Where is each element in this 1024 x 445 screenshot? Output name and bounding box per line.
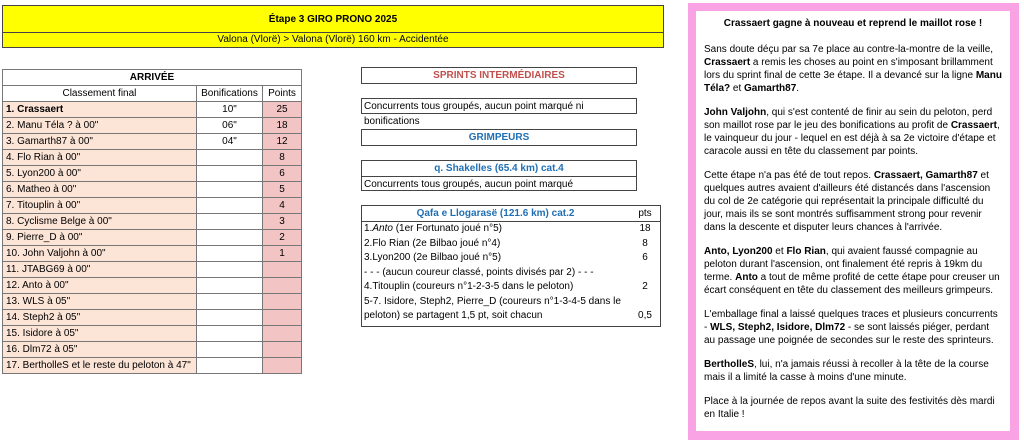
rider-bonus: [196, 342, 262, 358]
rider-points: 8: [263, 150, 302, 166]
climb2-row-pts: 2: [642, 281, 648, 292]
climb2-row-pts: 8: [642, 237, 648, 249]
rider-bonus: [196, 278, 262, 294]
classification-row: [3, 358, 302, 374]
rider-name: 12. Anto à 00": [3, 278, 197, 294]
classification-row: [3, 118, 302, 134]
rider-name: 8. Cyclisme Belge à 00": [3, 214, 197, 230]
rider-points: 5: [263, 182, 302, 198]
col-header-bonus: Bonifications: [196, 86, 262, 102]
climb2-row-text: 1.Anto (1er Fortunato joué n°5): [364, 223, 502, 234]
rider-bonus: [196, 214, 262, 230]
sprints-text: Concurrents tous groupés, aucun point marqué ni bonifications: [364, 101, 584, 127]
rider-points: [263, 358, 302, 374]
climb2-box: [361, 205, 661, 327]
climb2-row: [362, 309, 660, 324]
climb2-row-pts: [630, 266, 660, 281]
classification-row: [3, 262, 302, 278]
article-paragraph-2: John Valjohn, qui s'est contenté de finir au sein du peloton, perd son maillot rose par le jeu des bonifications au profit de Crassaert, le vainqueur du jour - lequel en est déjà à sa 2e victoire d'étape et caracole aussi en tête du classement par points.: [704, 107, 1000, 157]
article-paragraph-3: Cette étape n'a pas été de tout repos. Crassaert, Gamarth87 et quelques autres avaient d'ailleurs été distancés dans l'ascension du col de 2e catégorie qui représentait la principale difficulté du jour, mais ils se sont montrés suffisamment strong pour revenir dans la descente et disputer leurs chances à l'arrivée.: [704, 170, 991, 233]
climb2-row-text: peloton) se partagent 1,5 pt, soit chacun: [364, 310, 543, 321]
climb1-text: Concurrents tous groupés, aucun point marqué: [364, 179, 574, 190]
arrival-classification-table: [2, 69, 302, 374]
rider-name: 17. BertholleS et le reste du peloton à 47": [3, 358, 197, 374]
rider-points: 3: [263, 214, 302, 230]
article-paragraph-4: Anto, Lyon200 et Flo Rian, qui avaient faussé compagnie au peloton durant l'ascension, ont finalement été repris à 19km du terme. Anto a tout de même profité de cette étape pour creuser un écart conséquent en tête du classement des meilleurs grimpeurs.: [704, 246, 1000, 296]
col-header-points: Points: [263, 86, 302, 102]
rider-points: [263, 310, 302, 326]
rider-bonus: [196, 358, 262, 374]
article-paragraph-6: BertholleS, lui, n'a jamais réussi à recoller à la tête de la course mais il a limité la casse à moins d'une minute.: [704, 359, 989, 383]
rider-bonus: 10": [196, 102, 262, 118]
rider-name: 5. Lyon200 à 00": [3, 166, 197, 182]
rider-points: 1: [263, 246, 302, 262]
climb2-row-text: 3.Lyon200 (2e Bilbao joué n°5): [364, 252, 502, 263]
sprints-title-box: [361, 67, 637, 84]
climb2-row-pts: 6: [642, 252, 648, 263]
rider-name: 6. Matheo à 00": [3, 182, 197, 198]
climb2-row-pts: [630, 295, 660, 310]
rider-bonus: [196, 166, 262, 182]
rider-name: 13. WLS à 05": [3, 294, 197, 310]
climb2-row: [362, 237, 660, 252]
rider-bonus: [196, 150, 262, 166]
rider-name: 16. Dlm72 à 05": [3, 342, 197, 358]
climb2-row-pts: 18: [639, 223, 651, 234]
rider-bonus: [196, 230, 262, 246]
classification-row: [3, 102, 302, 118]
rider-points: [263, 326, 302, 342]
climb2-row-text: 4.Titouplin (coureurs n°1-2-3-5 dans le peloton): [364, 281, 574, 292]
rider-points: 18: [263, 118, 302, 134]
col-header-name: Classement final: [3, 86, 197, 102]
classification-row: [3, 326, 302, 342]
rider-points: [263, 294, 302, 310]
climb2-results: [362, 222, 660, 324]
rider-bonus: [196, 326, 262, 342]
article: [696, 11, 1010, 431]
rider-points: 6: [263, 166, 302, 182]
sprints-result-box: [361, 98, 637, 127]
article-paragraph-5: L'emballage final a laissé quelques traces et plusieurs concurrents - WLS, Steph2, Isidore, Dlm72 - se sont laissés piéger, perdant au passage une poignée de secondes sur le reste des sprinteurs.: [704, 309, 998, 346]
classification-row: [3, 134, 302, 150]
rider-points: [263, 278, 302, 294]
classification-row: [3, 166, 302, 182]
climb2-row: [362, 280, 660, 295]
article-paragraph-7: Place à la journée de repos avant la suite des festivités dès mardi en Italie !: [704, 396, 995, 420]
rider-bonus: [196, 310, 262, 326]
rider-name: 10. John Valjohn à 00": [3, 246, 197, 262]
classification-row: [3, 278, 302, 294]
article-headline: Crassaert gagne à nouveau et reprend le maillot rose !: [723, 18, 983, 29]
rider-name: 9. Pierre_D à 00": [3, 230, 197, 246]
classification-row: [3, 230, 302, 246]
rider-bonus: [196, 198, 262, 214]
climb2-row: [362, 266, 660, 281]
classification-row: [3, 198, 302, 214]
stage-title: Étape 3 GIRO PRONO 2025: [2, 5, 664, 33]
classification-row: [3, 150, 302, 166]
rider-points: 12: [263, 134, 302, 150]
climbers-title: GRIMPEURS: [468, 132, 530, 143]
arrival-section-title: ARRIVÉE: [3, 70, 302, 86]
climb2-row: [362, 251, 660, 266]
rider-name: 3. Gamarth87 à 00": [3, 134, 197, 150]
rider-name: 15. Isidore à 05": [3, 326, 197, 342]
rider-bonus: 04": [196, 134, 262, 150]
rider-points: [263, 342, 302, 358]
classification-row: [3, 310, 302, 326]
stage-route: Valona (Vlorë) > Valona (Vlorë) 160 km - Accidentée: [2, 33, 664, 48]
rider-points: [263, 262, 302, 278]
climb2-row-text: - - - (aucun coureur classé, points divisés par 2) - - -: [364, 266, 594, 278]
rider-points: 25: [263, 102, 302, 118]
climb2-row-text: 5-7. Isidore, Steph2, Pierre_D (coureurs n°1-3-4-5 dans le: [364, 295, 621, 307]
climb1-box: [361, 160, 637, 191]
climb2-row: [362, 295, 660, 310]
rider-name: 1. Crassaert: [3, 102, 197, 118]
rider-points: 2: [263, 230, 302, 246]
climb2-row-text: 2.Flo Rian (2e Bilbao joué n°4): [364, 237, 501, 249]
rider-bonus: [196, 294, 262, 310]
rider-name: 4. Flo Rian à 00": [3, 150, 197, 166]
climb2-name: Qafa e Llogarasë (121.6 km) cat.2: [416, 208, 575, 219]
climbers-title-box: [361, 129, 637, 146]
classification-row: [3, 342, 302, 358]
climb2-pts-label: pts: [629, 206, 660, 221]
rider-bonus: [196, 182, 262, 198]
rider-name: 7. Titouplin à 00": [3, 198, 197, 214]
sprints-title: SPRINTS INTERMÉDIAIRES: [433, 70, 565, 81]
rider-name: 2. Manu Téla ? à 00": [3, 118, 197, 134]
article-paragraph-1: Sans doute déçu par sa 7e place au contre-la-montre de la veille, Crassaert a remis les choses au point en s'imposant brillamment lors du sprint final de cette 3e étape. Il a devancé sur la ligne Manu Téla? et Gamarth87.: [704, 44, 1002, 94]
rider-bonus: [196, 262, 262, 278]
classification-row: [3, 214, 302, 230]
climb2-row-pts: 0,5: [638, 310, 652, 321]
classification-row: [3, 182, 302, 198]
rider-bonus: [196, 246, 262, 262]
rider-name: 14. Steph2 à 05": [3, 310, 197, 326]
climb1-name: q. Shakelles (65.4 km) cat.4: [362, 161, 636, 177]
rider-name: 11. JTABG69 à 00": [3, 262, 197, 278]
classification-row: [3, 246, 302, 262]
rider-bonus: 06": [196, 118, 262, 134]
rider-points: 4: [263, 198, 302, 214]
classification-row: [3, 294, 302, 310]
climb2-row: [362, 222, 660, 237]
